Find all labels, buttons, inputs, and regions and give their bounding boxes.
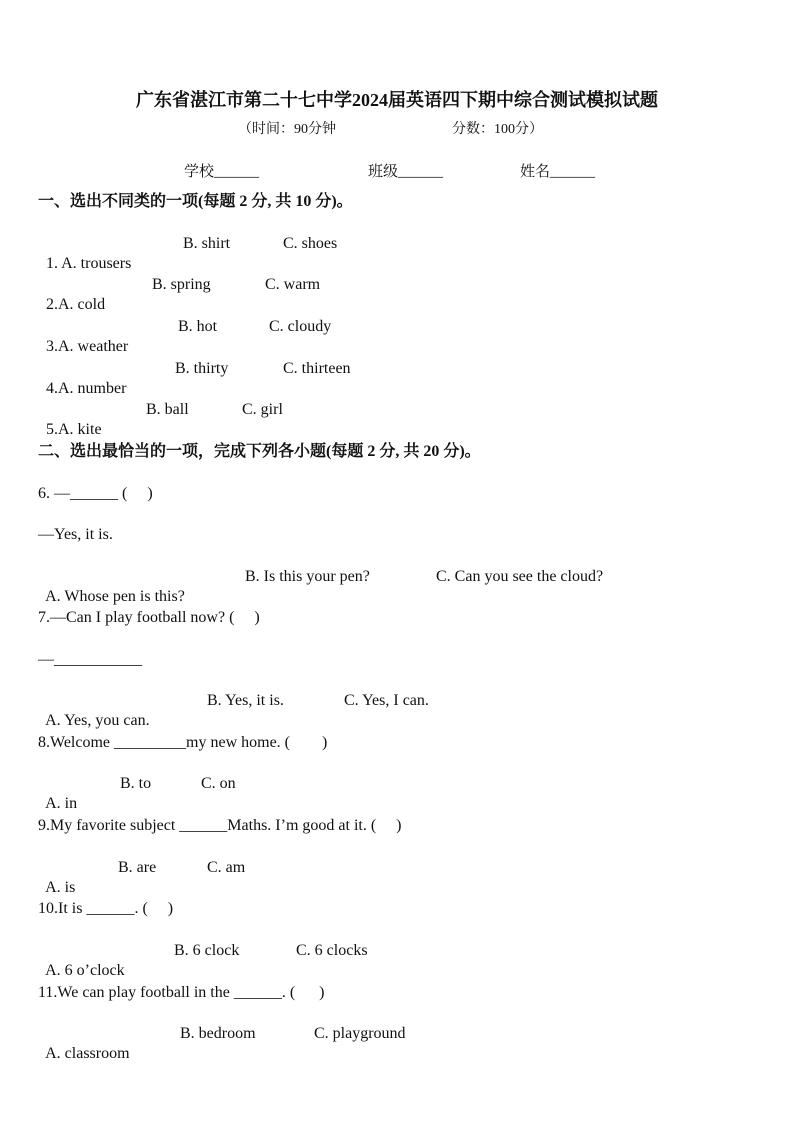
option-b: B. ball	[146, 401, 189, 418]
option-a: A. Whose pen is this?	[45, 588, 185, 605]
option-c: C. Can you see the cloud?	[436, 568, 604, 585]
question-number: 4.	[46, 380, 58, 397]
exam-title: 广东省湛江市第二十七中学2024届英语四下期中综合测试模拟试题	[136, 90, 658, 110]
class-field: 班级______	[368, 164, 444, 180]
q10-stem: 10.It is ______. ( )	[38, 900, 174, 917]
q7-reply: —___________	[38, 651, 142, 668]
q9-stem: 9.My favorite subject ______Maths. I’m good at it. ( )	[38, 817, 402, 834]
option-a: A. is	[45, 879, 76, 896]
question-number: 5.	[46, 421, 58, 438]
option-b: B. thirty	[175, 360, 229, 377]
option-a: A. classroom	[45, 1045, 130, 1062]
school-field: 学校______	[184, 164, 260, 180]
option-b: B. to	[120, 775, 152, 792]
q6-reply: —Yes, it is.	[38, 526, 113, 543]
option-c: C. am	[207, 859, 246, 876]
name-field: 姓名______	[520, 164, 596, 180]
option-a: A. weather	[58, 338, 129, 355]
option-a: A. 6 o’clock	[45, 962, 125, 979]
option-b: B. Yes, it is.	[207, 692, 284, 709]
exam-score: 分数：100分）	[452, 122, 543, 137]
option-a: A. kite	[58, 421, 102, 438]
q11-options	[38, 1024, 406, 1104]
option-b: B. spring	[152, 276, 211, 293]
option-b: B. 6 clock	[174, 942, 240, 959]
exam-time: （时间：90分钟	[238, 122, 336, 137]
option-c: C. playground	[314, 1025, 406, 1042]
option-c: C. 6 clocks	[296, 942, 368, 959]
section2-heading: 二、选出最恰当的一项，完成下列各小题(每题 2 分, 共 20 分)。	[38, 443, 481, 460]
q6-options	[38, 567, 604, 647]
option-c: C. Yes, I can.	[344, 692, 429, 709]
option-a: A. cold	[58, 296, 106, 313]
question-number: 1.	[46, 255, 62, 272]
option-b: B. hot	[178, 318, 218, 335]
option-c: C. on	[201, 775, 236, 792]
option-c: C. thirteen	[283, 360, 351, 377]
q8-stem: 8.Welcome _________my new home. ( )	[38, 734, 328, 751]
option-b: B. Is this your pen?	[245, 568, 370, 585]
option-b: B. are	[118, 859, 157, 876]
q7-stem: 7.—Can I play football now? ( )	[38, 609, 260, 626]
question-number: 2.	[46, 296, 58, 313]
option-b: B. bedroom	[180, 1025, 256, 1042]
question-number: 3.	[46, 338, 58, 355]
q11-stem: 11.We can play football in the ______. ( )	[38, 984, 325, 1001]
option-c: C. warm	[265, 276, 321, 293]
option-a: A. in	[45, 795, 78, 812]
option-c: C. cloudy	[269, 318, 332, 335]
option-a: A. trousers	[61, 255, 132, 272]
q6-stem: 6. —______ ( )	[38, 485, 153, 502]
option-a: A. number	[58, 380, 127, 397]
option-c: C. girl	[242, 401, 283, 418]
section1-heading: 一、选出不同类的一项(每题 2 分, 共 10 分)。	[38, 193, 353, 210]
option-a: A. Yes, you can.	[45, 712, 150, 729]
option-c: C. shoes	[283, 235, 338, 252]
option-b: B. shirt	[183, 235, 231, 252]
